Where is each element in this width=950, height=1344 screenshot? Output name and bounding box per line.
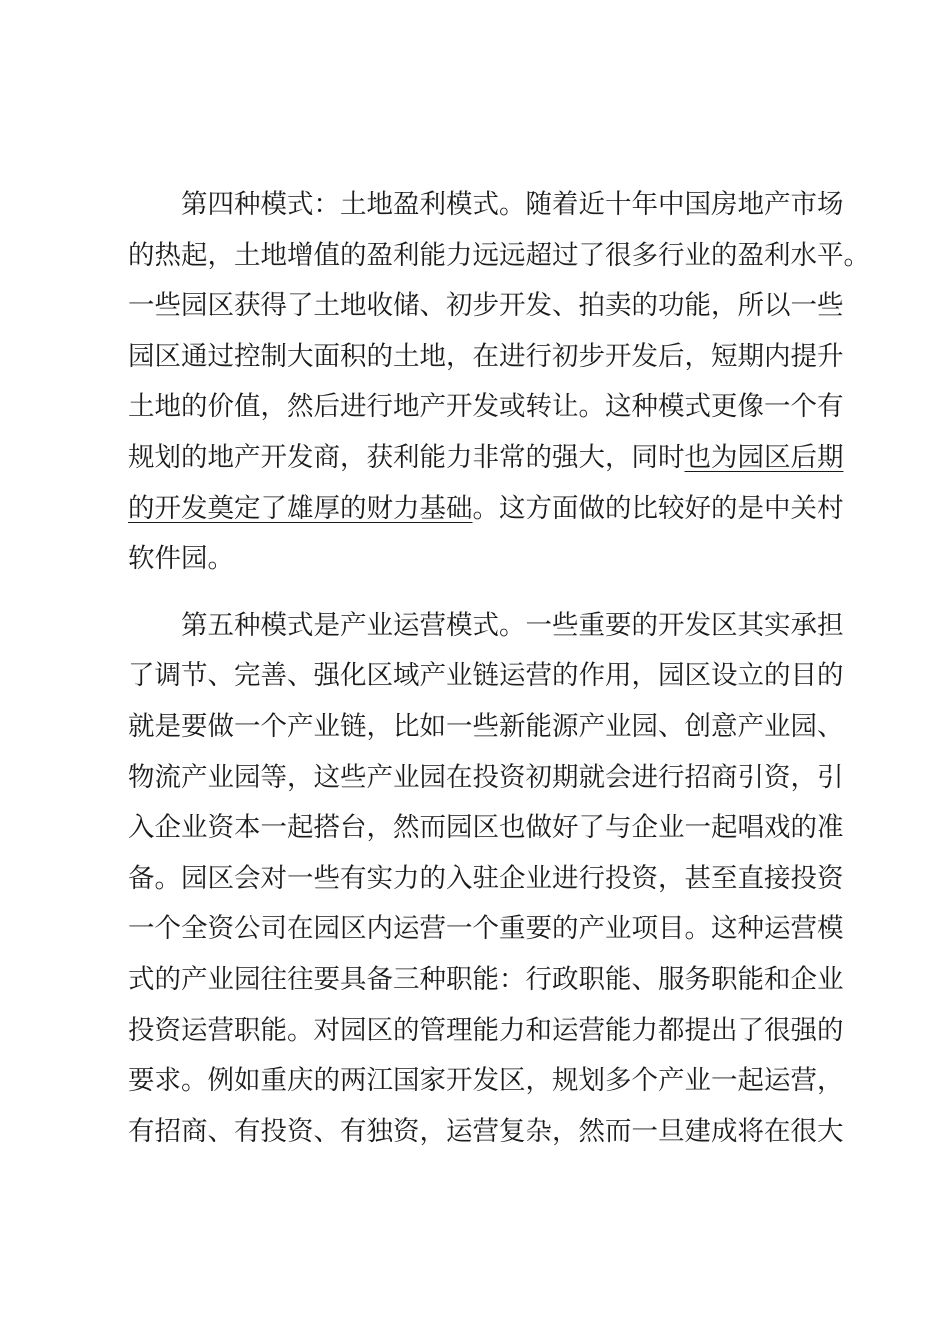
text-line: 软件园。 xyxy=(128,543,234,575)
text-line: 第四种模式：土地盈利模式。随着近十年中国房地产市场 xyxy=(181,189,844,220)
text-line: 入企业资本一起搭台，然而园区也做好了与企业一起唱戏的准 xyxy=(128,812,844,844)
text-line: 物流产业园等，这些产业园在投资初期就会进行招商引资，引 xyxy=(128,761,844,793)
text-line: 土地的价值，然后进行地产开发或转让。这种模式更像一个有 xyxy=(128,391,844,423)
text-line: 有招商、有投资、有独资，运营复杂，然而一旦建成将在很大 xyxy=(128,1115,844,1147)
paragraph-land-profit-model xyxy=(128,180,870,585)
paragraph-industry-operation-model xyxy=(128,601,848,1158)
text-line: 一个全资公司在园区内运营一个重要的产业项目。这种运营模 xyxy=(128,913,844,945)
text-line-with-underline xyxy=(128,433,848,484)
text-line: 了调节、完善、强化区域产业链运营的作用，园区设立的目的 xyxy=(128,660,844,692)
text-line: 园区通过控制大面积的土地，在进行初步开发后，短期内提升 xyxy=(128,340,844,372)
text-line: 备。园区会对一些有实力的入驻企业进行投资，甚至直接投资 xyxy=(128,862,844,894)
document-body xyxy=(128,180,870,1157)
text-line: 第五种模式是产业运营模式。一些重要的开发区其实承担 xyxy=(181,609,844,641)
text-segment: 。这方面做的比较好的是中关村 xyxy=(472,492,844,524)
text-line-with-underline xyxy=(128,484,848,535)
text-line: 就是要做一个产业链，比如一些新能源产业园、创意产业园、 xyxy=(128,710,844,742)
underlined-text: 也为园区后期 xyxy=(684,441,844,473)
underlined-text: 的开发奠定了雄厚的财力基础 xyxy=(128,492,473,524)
text-line: 投资运营职能。对园区的管理能力和运营能力都提出了很强的 xyxy=(128,1014,844,1046)
text-line: 的热起，土地增值的盈利能力远远超过了很多行业的盈利水平。 xyxy=(128,239,870,271)
text-line: 要求。例如重庆的两江国家开发区，规划多个产业一起运营， xyxy=(128,1065,844,1097)
text-line: 一些园区获得了土地收储、初步开发、拍卖的功能，所以一些 xyxy=(128,290,844,322)
text-line: 式的产业园往往要具备三种职能：行政职能、服务职能和企业 xyxy=(128,963,844,995)
text-segment: 规划的地产开发商，获利能力非常的强大，同时 xyxy=(128,441,685,473)
